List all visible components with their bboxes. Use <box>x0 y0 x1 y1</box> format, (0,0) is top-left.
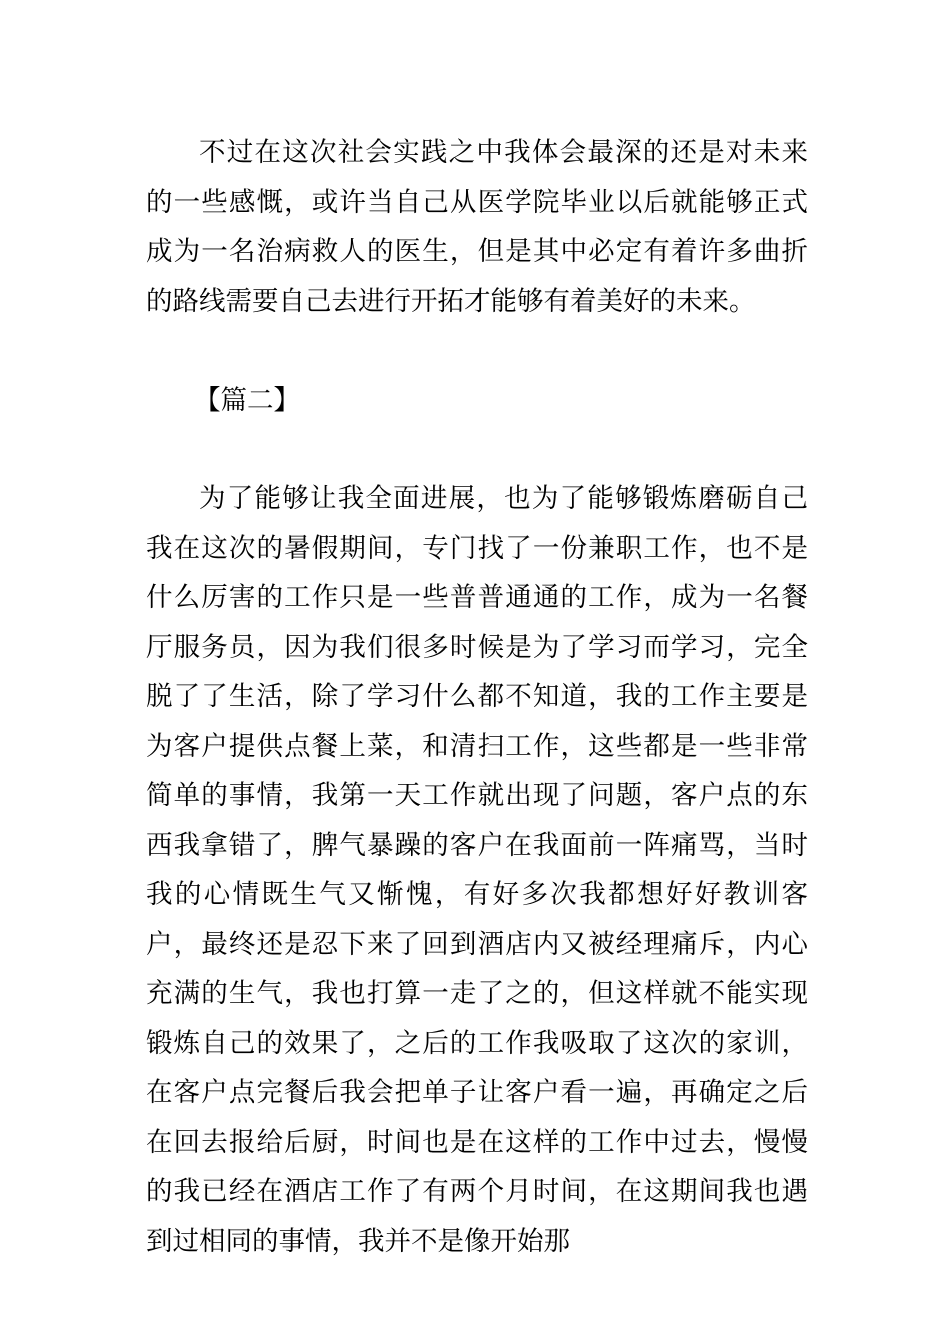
body-paragraph-2: 为了能够让我全面进展，也为了能够锻炼磨砺自己我在这次的暑假期间，专门找了一份兼职工作，也不是什么厉害的工作只是一些普普通通的工作，成为一名餐厅服务员，因为我们很多时候是为了学习而学习，完全脱了了生活，除了学习什么都不知道，我的工作主要是为客户提供点餐上菜，和清扫工作，这些都是一些非常简单的事情，我第一天工作就出现了问题，客户点的东西我拿错了，脾气暴躁的客户在我面前一阵痛骂，当时我的心情既生气又惭愧，有好多次我都想好好教训客户，最终还是忍下来了回到酒店内又被经理痛斥，内心充满的生气，我也打算一走了之的，但这样就不能实现锻炼自己的效果了，之后的工作我吸取了这次的家训，在客户点完餐后我会把单子让客户看一遍，再确定之后在回去报给后厨，时间也是在这样的工作中过去，慢慢的我已经在酒店工作了有两个月时间，在这期间我也遇到过相同的事情，我并不是像开始那 <box>146 483 808 1257</box>
body-paragraph-1: 不过在这次社会实践之中我体会最深的还是对未来的一些感慨，或许当自己从医学院毕业以后就能够正式成为一名治病救人的医生，但是其中必定有着许多曲折的路线需要自己去进行开拓才能够有着美好的未来。 <box>146 137 808 317</box>
section-heading: 【篇二】 <box>194 385 300 416</box>
